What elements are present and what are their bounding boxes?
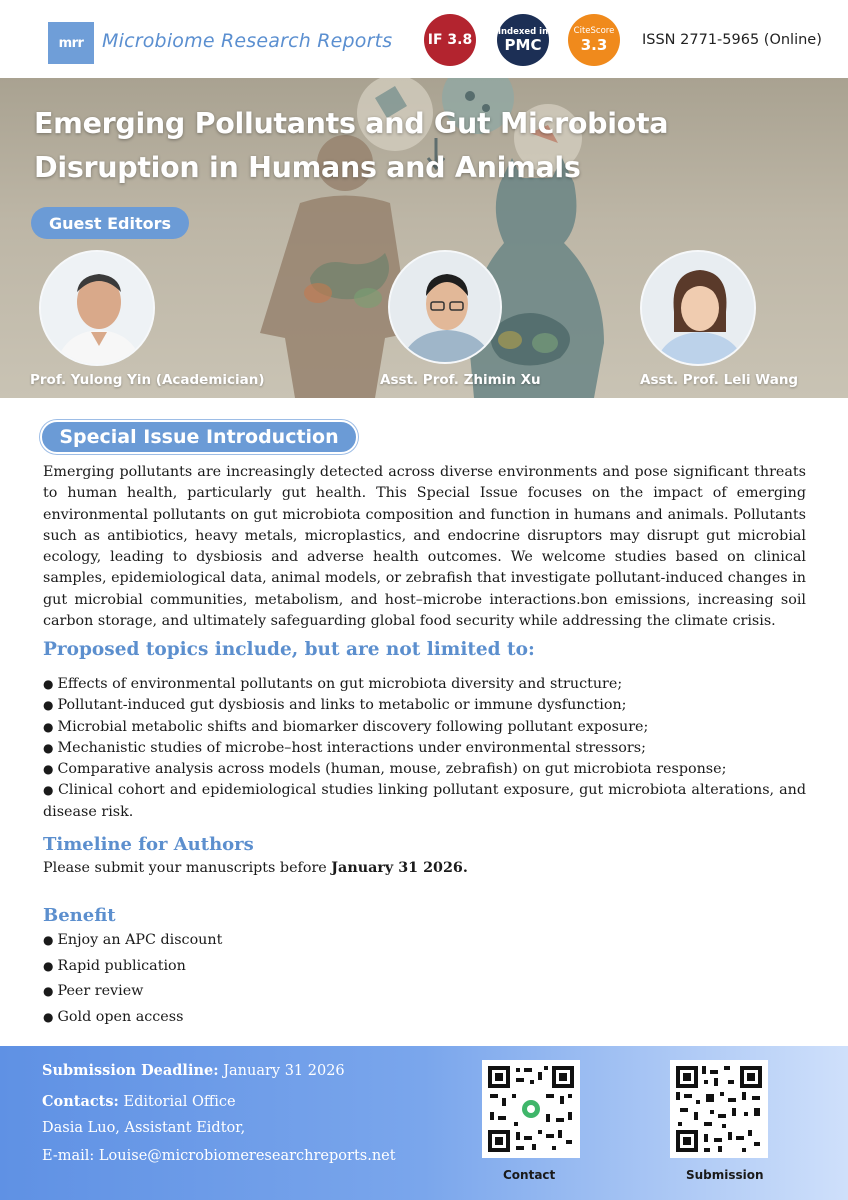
qr-code-icon (486, 1064, 576, 1154)
editor-photo-1 (39, 250, 155, 366)
pmc-badge (497, 14, 549, 66)
bullet-icon: ● (43, 719, 54, 734)
contact-qr-label: Contact (503, 1168, 556, 1182)
benefit-item (43, 1007, 222, 1033)
hero-banner (0, 78, 848, 398)
topic-text: Comparative analysis across models (human, mouse, zebrafish) on gut microbiota response; (57, 761, 727, 778)
impact-factor-text: IF 3.8 (427, 32, 473, 48)
topic-text: Pollutant-induced gut dysbiosis and links to metabolic or immune dysfunction; (57, 697, 627, 714)
topic-text: Effects of environmental pollutants on gut microbiota diversity and structure; (57, 676, 623, 692)
benefit-text: Rapid publication (57, 957, 186, 974)
qr-code-icon (674, 1064, 764, 1154)
topic-text: Microbial metabolic shifts and biomarker discovery following pollutant exposure; (57, 718, 649, 735)
contacts-line (42, 1093, 236, 1110)
topic-item (43, 738, 806, 759)
topic-item (43, 780, 806, 823)
bullet-icon: ● (43, 740, 54, 755)
guest-editors-label: Guest Editors (31, 207, 189, 239)
contact-person: Dasia Luo, Assistant Eidtor, (42, 1120, 246, 1136)
issn-text: ISSN 2771-5965 (Online) (642, 32, 822, 48)
topics-heading: Proposed topics include, but are not limited to: (43, 639, 535, 660)
header-bar (0, 0, 848, 78)
topics-list (43, 674, 806, 823)
topic-text: Mechanistic studies of microbe–host interactions under environmental stressors; (57, 739, 646, 756)
editor-portrait-1 (41, 252, 155, 366)
editor-portrait-2 (390, 252, 502, 364)
pmc-big-text: PMC (504, 35, 542, 54)
journal-name[interactable]: Microbiome Research Reports (102, 30, 393, 52)
contacts-value: Editorial Office (123, 1094, 236, 1110)
timeline-date: January 31 2026. (331, 860, 468, 876)
timeline-heading: Timeline for Authors (43, 834, 254, 855)
submission-qr-code[interactable] (670, 1060, 768, 1158)
topic-item (43, 695, 806, 716)
citescore-badge (568, 14, 620, 66)
submission-deadline (42, 1062, 345, 1079)
benefit-item (43, 930, 222, 956)
topic-item (43, 674, 806, 695)
editor-photo-2 (388, 250, 502, 364)
editor-name-1: Prof. Yulong Yin (Academician) (30, 372, 265, 388)
benefit-heading: Benefit (43, 905, 116, 926)
benefit-text: Peer review (57, 983, 144, 1000)
bullet-icon: ● (43, 1010, 54, 1025)
benefit-list (43, 930, 222, 1033)
citescore-small-text: CiteScore (573, 26, 615, 36)
citescore-value: 3.3 (580, 36, 608, 54)
benefit-text: Gold open access (57, 1009, 184, 1026)
timeline-prefix: Please submit your manuscripts before (43, 860, 332, 876)
bullet-icon: ● (43, 933, 54, 947)
bullet-icon: ● (43, 762, 54, 777)
bullet-icon: ● (43, 958, 54, 973)
timeline-text (43, 860, 468, 876)
intro-heading: Special Issue Introduction (40, 420, 358, 454)
deadline-label: Submission Deadline: (42, 1062, 219, 1079)
bullet-icon: ● (43, 984, 54, 999)
topic-item (43, 759, 806, 780)
editor-photo-3 (640, 250, 756, 366)
bullet-icon: ● (43, 677, 54, 691)
intro-paragraph: Emerging pollutants are increasingly detected across diverse environments and pose significant threats to human health, particularly gut health. This Special Issue focuses on the impact of emerging environmental pollutants on gut microbiota composition and function in humans and animals. Pollutants such as antibiotics, heavy metals, microplastics, and endocrine disruptors may disrupt gut microbial ecology, leading to dysbiosis and adverse health outcomes. We welcome studies based on clinical samples, epidemiological data, animal models, or zebrafish that investigate pollutant-induced changes in gut microbial communities, metabolism, and host–microbe interactions.bon emissions, increasing soil carbon storage, and ultimately safeguarding global food security while addressing the climate crisis. (43, 464, 806, 630)
contact-qr-code[interactable] (482, 1060, 580, 1158)
editor-portrait-3 (642, 252, 756, 366)
impact-factor-badge (424, 14, 476, 66)
topic-item (43, 717, 806, 738)
bullet-icon: ● (43, 783, 54, 798)
editor-name-2: Asst. Prof. Zhimin Xu (380, 372, 541, 388)
special-issue-title: Emerging Pollutants and Gut Microbiota Disruption in Humans and Animals (34, 107, 669, 184)
contacts-label: Contacts: (42, 1093, 119, 1110)
deadline-value: January 31 2026 (223, 1063, 345, 1079)
topic-text: Clinical cohort and epidemiological studies linking pollutant exposure, gut microbiota alterations, and disease risk. (43, 782, 806, 820)
benefit-text: Enjoy an APC discount (57, 932, 223, 948)
contact-email[interactable]: E-mail: Louise@microbiomeresearchreports.net (42, 1148, 396, 1164)
benefit-item (43, 956, 222, 982)
benefit-item (43, 981, 222, 1007)
journal-logo[interactable]: mrr (48, 22, 94, 64)
submission-qr-label: Submission (686, 1168, 764, 1182)
pmc-small-text: Indexed in (497, 26, 549, 37)
bullet-icon: ● (43, 698, 54, 713)
editor-name-3: Asst. Prof. Leli Wang (640, 372, 799, 388)
